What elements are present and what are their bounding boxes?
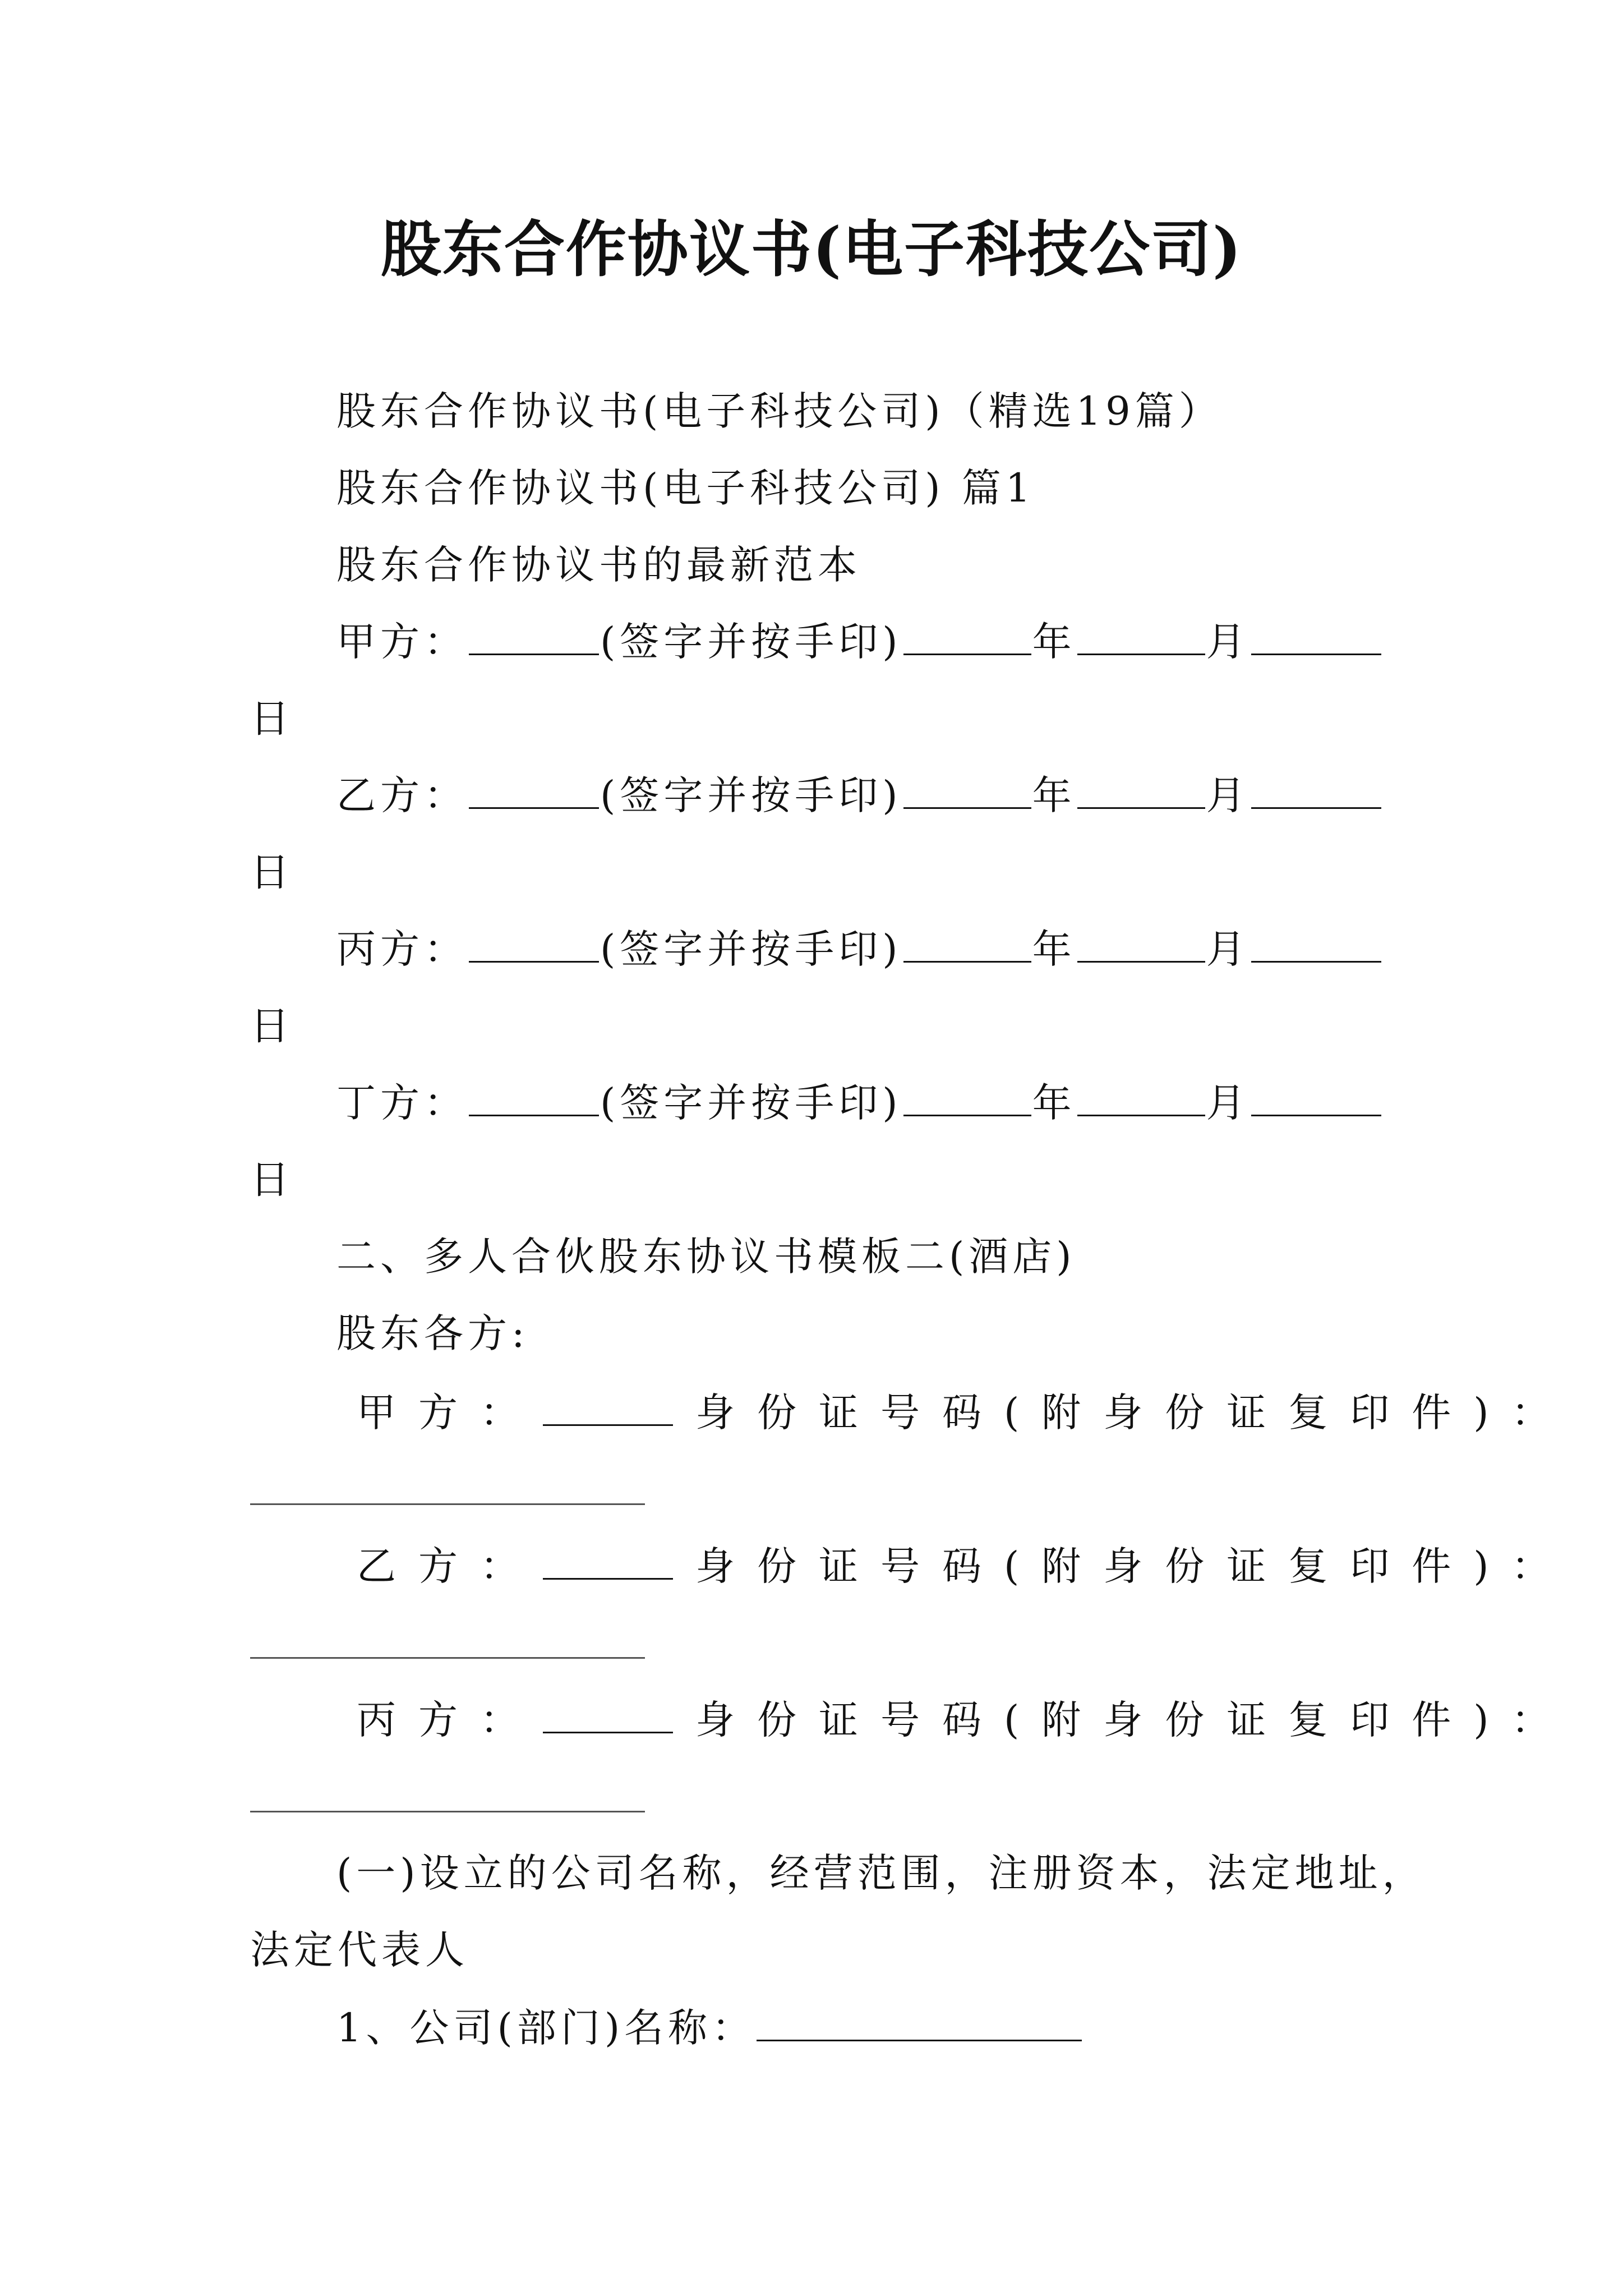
year-label: 年 <box>1032 1080 1076 1126</box>
party-label: 乙方： <box>336 772 468 818</box>
item-one-label: 1、公司(部门)名称： <box>336 2005 756 2051</box>
name-blank[interactable] <box>469 1080 599 1116</box>
day-blank[interactable] <box>1251 926 1381 963</box>
sign-note: (签字并按手印) <box>600 772 902 818</box>
month-blank[interactable] <box>1077 926 1205 963</box>
name-blank[interactable] <box>469 926 599 963</box>
year-blank[interactable] <box>903 619 1031 655</box>
id-label: 身份证号码(附身份证复印件)： <box>695 1389 1573 1435</box>
party-label: 丙方： <box>336 926 468 972</box>
sign-note: (签字并按手印) <box>600 1080 902 1126</box>
party-label: 乙方： <box>357 1543 542 1589</box>
id-number-blank[interactable] <box>250 1657 645 1659</box>
id-row-jia <box>357 1384 1573 1441</box>
sign-note: (签字并按手印) <box>600 619 902 665</box>
id-number-blank[interactable] <box>250 1503 645 1505</box>
month-label: 月 <box>1206 772 1250 818</box>
signature-row-bing <box>336 921 1382 977</box>
id-row-yi <box>357 1538 1573 1594</box>
name-blank[interactable] <box>469 772 599 809</box>
year-blank[interactable] <box>903 772 1031 809</box>
year-label: 年 <box>1032 926 1076 972</box>
month-label: 月 <box>1206 926 1250 972</box>
month-label: 月 <box>1206 1080 1250 1126</box>
month-blank[interactable] <box>1077 619 1205 655</box>
month-blank[interactable] <box>1077 1080 1205 1116</box>
id-number-blank[interactable] <box>250 1811 645 1812</box>
name-blank[interactable] <box>543 1697 673 1733</box>
day-blank[interactable] <box>1251 1080 1381 1116</box>
sign-note: (签字并按手印) <box>600 926 902 972</box>
section-one-line1: (一)设立的公司名称，经营范围，注册资本，法定地址， <box>336 1850 1426 1896</box>
party-label: 丙方： <box>357 1697 542 1743</box>
signature-row-yi <box>336 767 1382 823</box>
id-label: 身份证号码(附身份证复印件)： <box>695 1697 1573 1743</box>
party-label: 甲方： <box>336 619 468 665</box>
signature-row-ding <box>336 1075 1382 1131</box>
name-blank[interactable] <box>469 619 599 655</box>
day-blank[interactable] <box>1251 772 1381 809</box>
section-one-line2: 法定代表人 <box>250 1927 469 1973</box>
chapter-line: 股东合作协议书(电子科技公司) 篇1 <box>336 465 1035 511</box>
company-name-blank[interactable] <box>757 2005 1082 2041</box>
year-label: 年 <box>1032 772 1076 818</box>
day-label: 日 <box>250 1003 294 1049</box>
template-heading: 二、多人合伙股东协议书模板二(酒店) <box>336 1234 1076 1280</box>
intro-line: 股东合作协议书(电子科技公司)（精选19篇） <box>336 388 1223 434</box>
day-label: 日 <box>250 849 294 895</box>
name-blank[interactable] <box>543 1543 673 1580</box>
document-title: 股东合作协议书(电子科技公司) <box>380 214 1243 285</box>
year-blank[interactable] <box>903 1080 1031 1116</box>
party-label: 甲方： <box>357 1389 542 1435</box>
item-one-row <box>336 2000 1083 2056</box>
month-label: 月 <box>1206 619 1250 665</box>
signature-row-jia <box>336 614 1382 670</box>
month-blank[interactable] <box>1077 772 1205 809</box>
id-label: 身份证号码(附身份证复印件)： <box>695 1543 1573 1589</box>
name-blank[interactable] <box>543 1389 673 1426</box>
subtitle-line: 股东合作协议书的最新范本 <box>336 542 861 588</box>
year-label: 年 <box>1032 619 1076 665</box>
year-blank[interactable] <box>903 926 1031 963</box>
id-row-bing <box>357 1692 1573 1748</box>
day-label: 日 <box>250 696 294 742</box>
day-blank[interactable] <box>1251 619 1381 655</box>
day-label: 日 <box>250 1157 294 1203</box>
shareholders-label: 股东各方: <box>336 1310 529 1356</box>
party-label: 丁方： <box>336 1080 468 1126</box>
